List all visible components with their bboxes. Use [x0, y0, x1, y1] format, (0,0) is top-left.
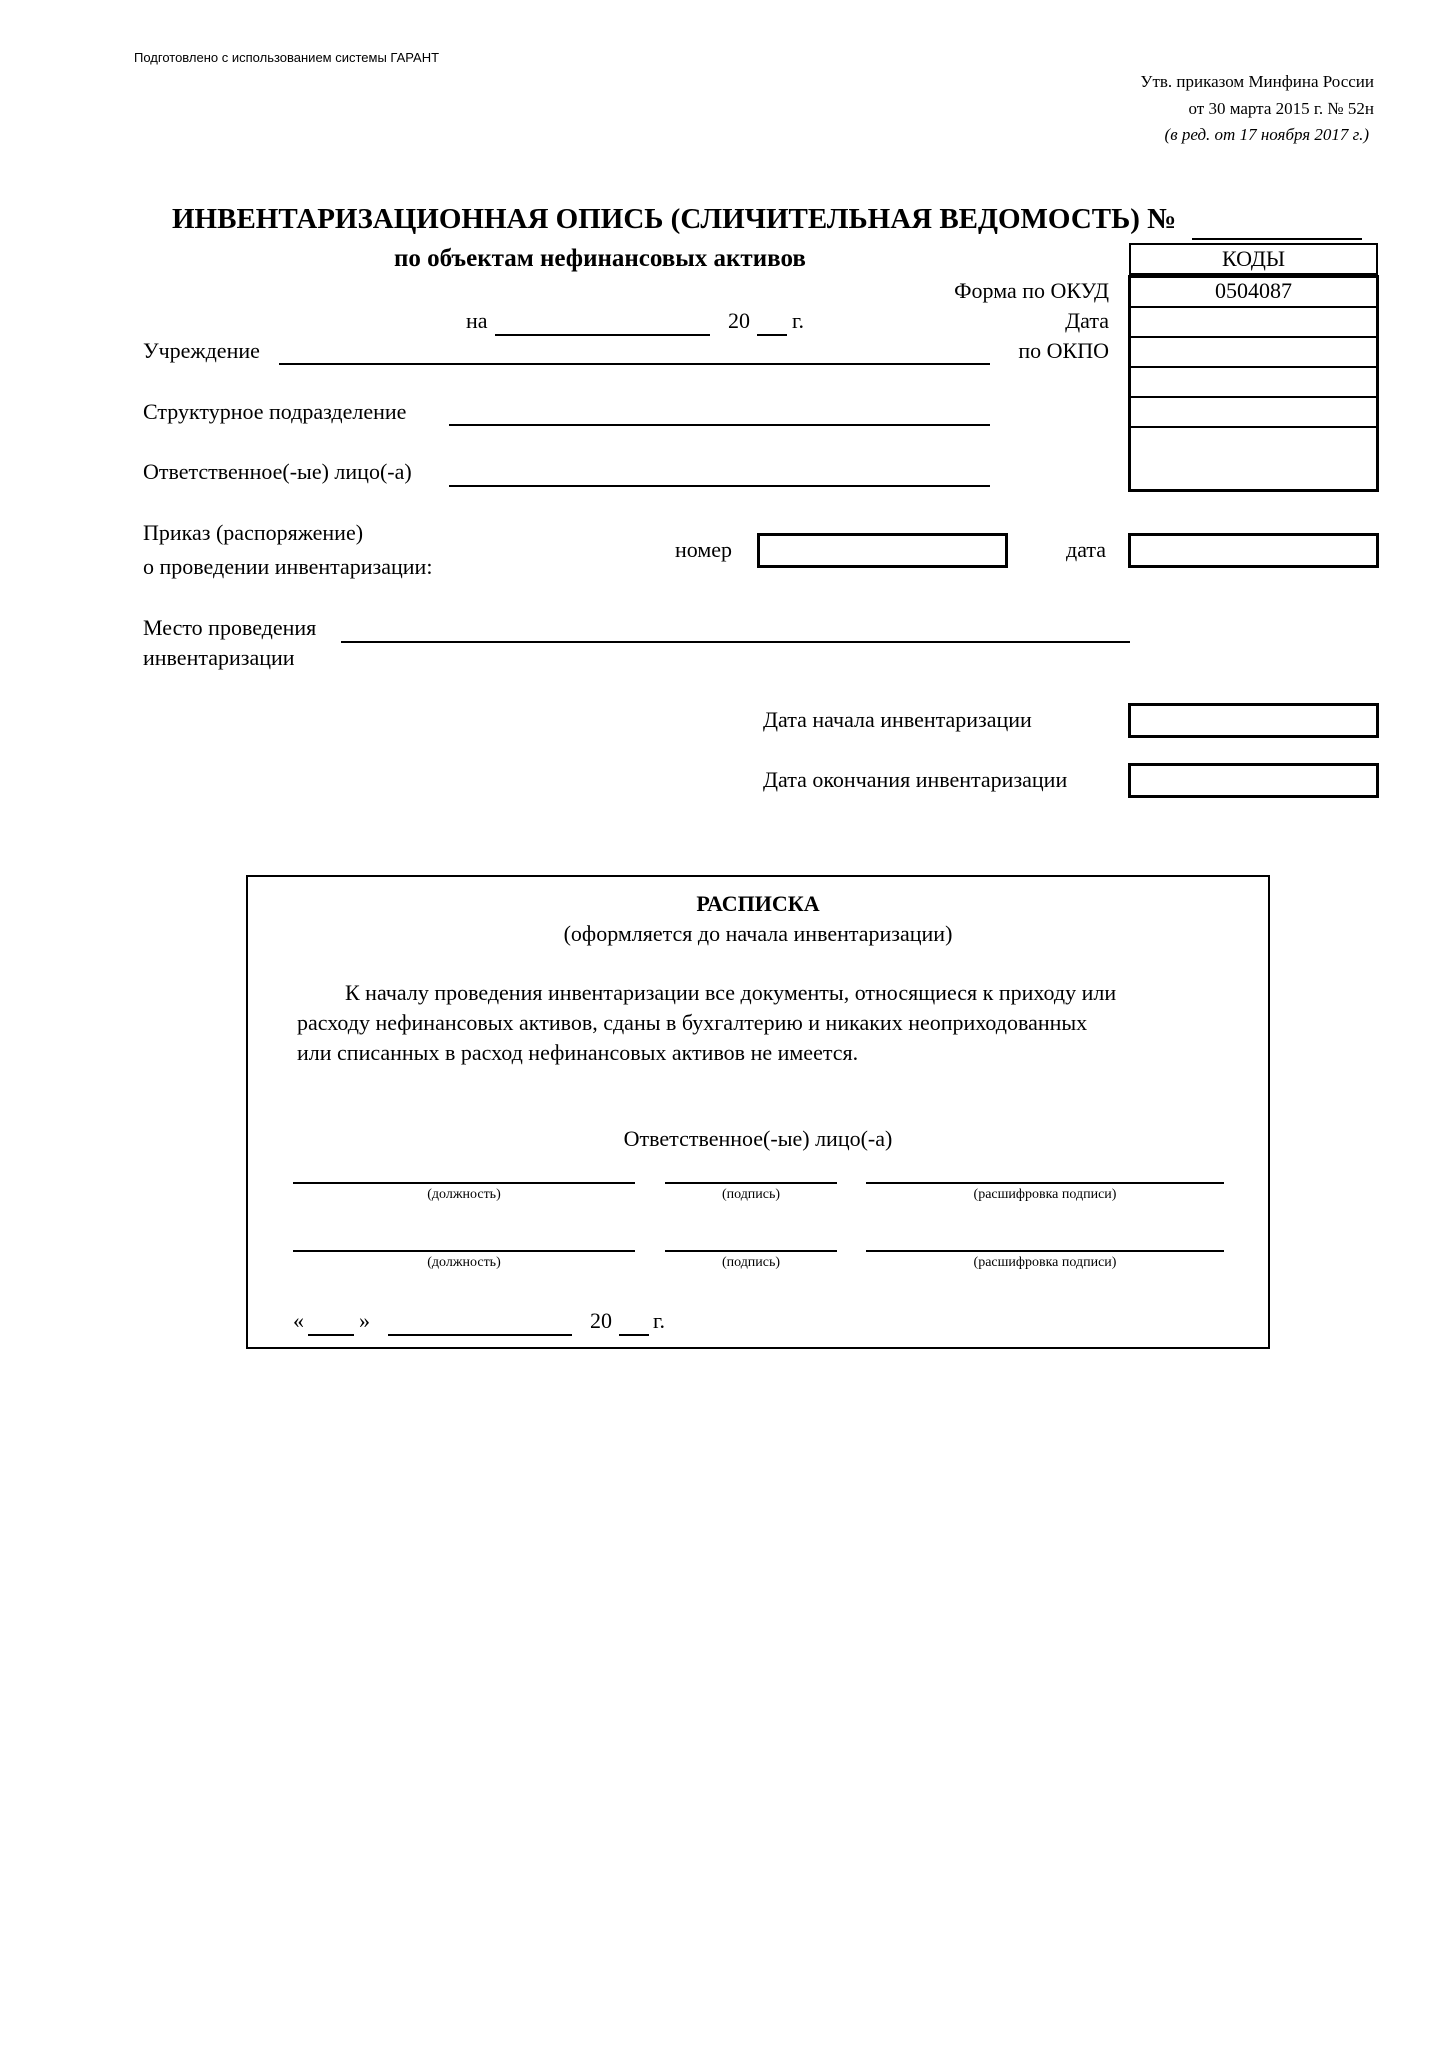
date-year-line[interactable]	[757, 334, 787, 336]
responsible-label: Ответственное(-ые) лицо(-а)	[143, 459, 412, 484]
position-caption-1: (должность)	[427, 1187, 501, 1202]
order-number-field[interactable]	[757, 533, 1008, 568]
end-date-field[interactable]	[1128, 763, 1379, 798]
approved-line-3: (в ред. от 17 ноября 2017 г.)	[1164, 125, 1369, 144]
place-label-1: Место проведения	[143, 615, 317, 640]
order-date-field[interactable]	[1128, 533, 1379, 568]
date-on-line[interactable]	[495, 334, 710, 336]
receipt-year-prefix: 20	[590, 1308, 612, 1333]
position-line-1[interactable]	[293, 1182, 635, 1184]
receipt-quote-close: »	[359, 1308, 370, 1333]
position-line-2[interactable]	[293, 1250, 635, 1252]
division-label: Структурное подразделение	[143, 399, 407, 424]
receipt-text-3: или списанных в расход нефинансовых активов не имеется.	[297, 1040, 859, 1065]
end-date-label: Дата окончания инвентаризации	[763, 767, 1068, 792]
approved-line-2: от 30 марта 2015 г. № 52н	[1188, 99, 1374, 118]
receipt-text-2: расходу нефинансовых активов, сданы в бухгалтерию и никаких неоприходованных	[297, 1010, 1088, 1035]
receipt-responsible: Ответственное(-ые) лицо(-а)	[623, 1126, 893, 1151]
signature-caption-1: (подпись)	[721, 1187, 781, 1202]
division-line[interactable]	[449, 424, 990, 426]
responsible-line[interactable]	[449, 485, 990, 487]
title-number-line[interactable]	[1192, 238, 1362, 240]
date-year-suffix: г.	[792, 308, 805, 333]
decoding-line-1[interactable]	[866, 1182, 1224, 1184]
receipt-year-line[interactable]	[619, 1334, 649, 1336]
date-code-cell[interactable]	[1131, 308, 1376, 338]
codes-header: КОДЫ	[1129, 243, 1378, 275]
receipt-month-line[interactable]	[388, 1334, 572, 1336]
receipt-text-1: К началу проведения инвентаризации все документы, относящиеся к приходу или	[345, 980, 1117, 1005]
document-title: ИНВЕНТАРИЗАЦИОННАЯ ОПИСЬ (СЛИЧИТЕЛЬНАЯ ВЕДОМОСТЬ) №	[172, 203, 1177, 235]
approved-line-1: Утв. приказом Минфина России	[1140, 72, 1374, 91]
date-year-prefix: 20	[728, 308, 750, 333]
institution-line[interactable]	[279, 363, 990, 365]
decoding-caption-1: (расшифровка подписи)	[973, 1187, 1117, 1202]
okpo-label: по ОКПО	[1018, 338, 1109, 363]
signature-line-1[interactable]	[665, 1182, 837, 1184]
start-date-field[interactable]	[1128, 703, 1379, 738]
receipt-day-line[interactable]	[308, 1334, 354, 1336]
order-label-1: Приказ (распоряжение)	[143, 520, 364, 545]
okud-code-cell: 0504087	[1131, 278, 1376, 308]
start-date-label: Дата начала инвентаризации	[763, 707, 1032, 732]
order-date-label: дата	[1066, 537, 1107, 562]
receipt-year-suffix: г.	[653, 1308, 666, 1333]
code-cell-5[interactable]	[1131, 398, 1376, 428]
decoding-line-2[interactable]	[866, 1250, 1224, 1252]
decoding-caption-2: (расшифровка подписи)	[973, 1255, 1117, 1270]
order-number-label: номер	[675, 537, 733, 562]
garant-note: Подготовлено с использованием системы ГАРАНТ	[134, 50, 440, 65]
signature-caption-2: (подпись)	[721, 1255, 781, 1270]
date-on-label: на	[466, 308, 488, 333]
code-cell-4[interactable]	[1131, 368, 1376, 398]
okud-label: Форма по ОКУД	[954, 278, 1109, 303]
receipt-quote-open: «	[293, 1308, 304, 1333]
document-subtitle: по объектам нефинансовых активов	[394, 245, 806, 272]
place-label-2: инвентаризации	[143, 645, 295, 670]
receipt-title: РАСПИСКА	[696, 891, 820, 916]
institution-label: Учреждение	[143, 338, 260, 363]
order-label-2: о проведении инвентаризации:	[143, 554, 433, 579]
place-line[interactable]	[341, 641, 1130, 643]
date-label: Дата	[1065, 308, 1109, 333]
okpo-code-cell[interactable]	[1131, 338, 1376, 368]
signature-line-2[interactable]	[665, 1250, 837, 1252]
receipt-subtitle: (оформляется до начала инвентаризации)	[563, 921, 953, 946]
position-caption-2: (должность)	[427, 1255, 501, 1270]
